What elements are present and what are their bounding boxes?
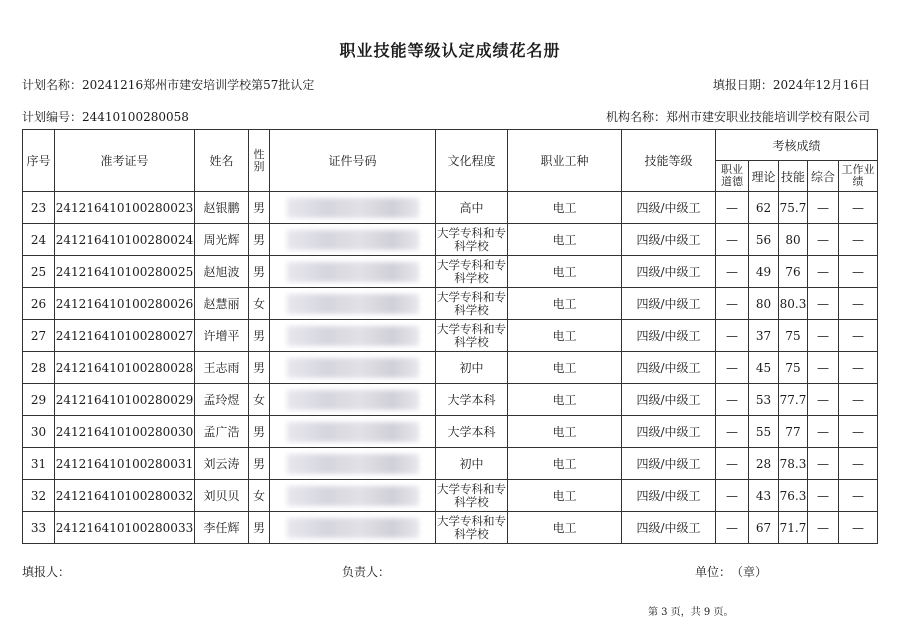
skill-score-cell: 71.7 xyxy=(779,512,808,544)
seq-cell: 23 xyxy=(23,192,55,224)
theory-score-cell: 43 xyxy=(749,480,779,512)
ethics-score-cell: — xyxy=(716,448,749,480)
ticket-number-cell: 241216410100280023 xyxy=(55,192,195,224)
occupation-cell: 电工 xyxy=(508,416,622,448)
name-cell: 王志雨 xyxy=(195,352,249,384)
gender-cell: 女 xyxy=(249,384,270,416)
performance-score-cell: — xyxy=(839,352,878,384)
skill-score-cell: 77 xyxy=(779,416,808,448)
page-number: 第 3 页，共 9 页。 xyxy=(648,607,734,618)
theory-score-cell: 45 xyxy=(749,352,779,384)
redacted-id-blur xyxy=(287,454,419,474)
header-performance: 工作业绩 xyxy=(839,161,878,192)
skill-score-cell: 75 xyxy=(779,320,808,352)
overall-score-cell: — xyxy=(808,416,839,448)
gender-cell: 男 xyxy=(249,448,270,480)
skill-level-cell: 四级/中级工 xyxy=(622,512,716,544)
header-scores: 考核成绩 xyxy=(716,130,878,161)
ticket-number-cell: 241216410100280030 xyxy=(55,416,195,448)
overall-score-cell: — xyxy=(808,384,839,416)
gender-cell: 男 xyxy=(249,416,270,448)
skill-level-cell: 四级/中级工 xyxy=(622,224,716,256)
skill-score-cell: 75.7 xyxy=(779,192,808,224)
id-number-cell xyxy=(270,352,436,384)
id-number-cell xyxy=(270,320,436,352)
gender-cell: 男 xyxy=(249,224,270,256)
plan-name: 计划名称：20241216郑州市建安培训学校第57批认定 xyxy=(22,78,315,92)
skill-level-cell: 四级/中级工 xyxy=(622,352,716,384)
table-row xyxy=(23,320,878,352)
education-cell: 高中 xyxy=(436,192,508,224)
ethics-score-cell: — xyxy=(716,416,749,448)
table-row xyxy=(23,256,878,288)
ticket-number-cell: 241216410100280028 xyxy=(55,352,195,384)
header-row xyxy=(23,130,878,161)
theory-score-cell: 37 xyxy=(749,320,779,352)
table-row xyxy=(23,352,878,384)
seq-cell: 33 xyxy=(23,512,55,544)
ethics-score-cell: — xyxy=(716,320,749,352)
fill-date: 填报日期：2024年12月16日 xyxy=(712,78,870,92)
performance-score-cell: — xyxy=(839,384,878,416)
table-row xyxy=(23,384,878,416)
skill-level-cell: 四级/中级工 xyxy=(622,192,716,224)
education-cell: 大学专科和专科学校 xyxy=(436,256,508,288)
ticket-number-cell: 241216410100280029 xyxy=(55,384,195,416)
id-number-cell xyxy=(270,224,436,256)
skill-score-cell: 80 xyxy=(779,224,808,256)
name-cell: 李任辉 xyxy=(195,512,249,544)
responsible-label: 负责人： xyxy=(342,565,391,579)
header-ethics: 职业道德 xyxy=(716,161,749,192)
seq-cell: 31 xyxy=(23,448,55,480)
name-cell: 刘云涛 xyxy=(195,448,249,480)
redacted-id-blur xyxy=(287,358,419,378)
performance-score-cell: — xyxy=(839,256,878,288)
header-skill: 技能 xyxy=(779,161,808,192)
name-cell: 孟玲煜 xyxy=(195,384,249,416)
name-cell: 周光辉 xyxy=(195,224,249,256)
name-cell: 许增平 xyxy=(195,320,249,352)
overall-score-cell: — xyxy=(808,512,839,544)
table-row xyxy=(23,448,878,480)
id-number-cell xyxy=(270,480,436,512)
table-row xyxy=(23,480,878,512)
theory-score-cell: 28 xyxy=(749,448,779,480)
overall-score-cell: — xyxy=(808,192,839,224)
redacted-id-blur xyxy=(287,326,419,346)
education-cell: 大学本科 xyxy=(436,384,508,416)
gender-cell: 男 xyxy=(249,352,270,384)
skill-level-cell: 四级/中级工 xyxy=(622,288,716,320)
id-number-cell xyxy=(270,448,436,480)
ethics-score-cell: — xyxy=(716,480,749,512)
header-occupation: 职业工种 xyxy=(508,130,622,192)
skill-level-cell: 四级/中级工 xyxy=(622,384,716,416)
gender-cell: 男 xyxy=(249,256,270,288)
skill-level-cell: 四级/中级工 xyxy=(622,416,716,448)
education-cell: 初中 xyxy=(436,448,508,480)
theory-score-cell: 67 xyxy=(749,512,779,544)
skill-score-cell: 78.3 xyxy=(779,448,808,480)
name-cell: 孟广浩 xyxy=(195,416,249,448)
ticket-number-cell: 241216410100280033 xyxy=(55,512,195,544)
gender-cell: 女 xyxy=(249,288,270,320)
skill-score-cell: 80.3 xyxy=(779,288,808,320)
header-id-number: 证件号码 xyxy=(270,130,436,192)
occupation-cell: 电工 xyxy=(508,256,622,288)
performance-score-cell: — xyxy=(839,416,878,448)
ticket-number-cell: 241216410100280026 xyxy=(55,288,195,320)
theory-score-cell: 49 xyxy=(749,256,779,288)
gender-cell: 男 xyxy=(249,320,270,352)
education-cell: 大学专科和专科学校 xyxy=(436,512,508,544)
name-cell: 赵旭波 xyxy=(195,256,249,288)
table-row xyxy=(23,288,878,320)
ticket-number-cell: 241216410100280024 xyxy=(55,224,195,256)
redacted-id-blur xyxy=(287,518,419,538)
gender-cell: 男 xyxy=(249,192,270,224)
ethics-score-cell: — xyxy=(716,256,749,288)
table-row xyxy=(23,416,878,448)
ethics-score-cell: — xyxy=(716,288,749,320)
theory-score-cell: 55 xyxy=(749,416,779,448)
overall-score-cell: — xyxy=(808,256,839,288)
header-seq: 序号 xyxy=(23,130,55,192)
education-cell: 大学专科和专科学校 xyxy=(436,320,508,352)
ethics-score-cell: — xyxy=(716,352,749,384)
name-cell: 赵银鹏 xyxy=(195,192,249,224)
occupation-cell: 电工 xyxy=(508,448,622,480)
ethics-score-cell: — xyxy=(716,224,749,256)
performance-score-cell: — xyxy=(839,224,878,256)
theory-score-cell: 80 xyxy=(749,288,779,320)
skill-score-cell: 76.3 xyxy=(779,480,808,512)
seq-cell: 30 xyxy=(23,416,55,448)
redacted-id-blur xyxy=(287,230,419,250)
occupation-cell: 电工 xyxy=(508,320,622,352)
education-cell: 大学本科 xyxy=(436,416,508,448)
performance-score-cell: — xyxy=(839,448,878,480)
id-number-cell xyxy=(270,512,436,544)
seq-cell: 32 xyxy=(23,480,55,512)
occupation-cell: 电工 xyxy=(508,192,622,224)
skill-score-cell: 75 xyxy=(779,352,808,384)
occupation-cell: 电工 xyxy=(508,384,622,416)
unit-seal-label: 单位： （章） xyxy=(695,565,768,579)
header-gender: 性别 xyxy=(249,130,270,192)
score-roster-table xyxy=(22,129,878,544)
header-overall: 综合 xyxy=(808,161,839,192)
table-row xyxy=(23,192,878,224)
seq-cell: 29 xyxy=(23,384,55,416)
overall-score-cell: — xyxy=(808,448,839,480)
table-row xyxy=(23,224,878,256)
performance-score-cell: — xyxy=(839,192,878,224)
theory-score-cell: 62 xyxy=(749,192,779,224)
gender-cell: 女 xyxy=(249,480,270,512)
overall-score-cell: — xyxy=(808,480,839,512)
performance-score-cell: — xyxy=(839,480,878,512)
occupation-cell: 电工 xyxy=(508,288,622,320)
theory-score-cell: 56 xyxy=(749,224,779,256)
id-number-cell xyxy=(270,288,436,320)
table-row xyxy=(23,512,878,544)
seq-cell: 24 xyxy=(23,224,55,256)
id-number-cell xyxy=(270,256,436,288)
overall-score-cell: — xyxy=(808,288,839,320)
ticket-number-cell: 241216410100280027 xyxy=(55,320,195,352)
performance-score-cell: — xyxy=(839,288,878,320)
gender-cell: 男 xyxy=(249,512,270,544)
document-title: 职业技能等级认定成绩花名册 xyxy=(339,41,561,60)
roster-body xyxy=(23,192,878,544)
seq-cell: 27 xyxy=(23,320,55,352)
education-cell: 大学专科和专科学校 xyxy=(436,224,508,256)
header-skill-level: 技能等级 xyxy=(622,130,716,192)
ethics-score-cell: — xyxy=(716,192,749,224)
skill-level-cell: 四级/中级工 xyxy=(622,320,716,352)
ticket-number-cell: 241216410100280025 xyxy=(55,256,195,288)
education-cell: 大学专科和专科学校 xyxy=(436,480,508,512)
redacted-id-blur xyxy=(287,262,419,282)
redacted-id-blur xyxy=(287,390,419,410)
ticket-number-cell: 241216410100280032 xyxy=(55,480,195,512)
header-ticket: 准考证号 xyxy=(55,130,195,192)
occupation-cell: 电工 xyxy=(508,480,622,512)
overall-score-cell: — xyxy=(808,224,839,256)
redacted-id-blur xyxy=(287,198,419,218)
ticket-number-cell: 241216410100280031 xyxy=(55,448,195,480)
plan-number: 计划编号：24410100280058 xyxy=(22,110,189,124)
performance-score-cell: — xyxy=(839,320,878,352)
seq-cell: 28 xyxy=(23,352,55,384)
overall-score-cell: — xyxy=(808,320,839,352)
theory-score-cell: 53 xyxy=(749,384,779,416)
overall-score-cell: — xyxy=(808,352,839,384)
name-cell: 刘贝贝 xyxy=(195,480,249,512)
occupation-cell: 电工 xyxy=(508,512,622,544)
organization-name: 机构名称：郑州市建安职业技能培训学校有限公司 xyxy=(605,110,870,124)
redacted-id-blur xyxy=(287,486,419,506)
redacted-id-blur xyxy=(287,422,419,442)
name-cell: 赵慧丽 xyxy=(195,288,249,320)
skill-level-cell: 四级/中级工 xyxy=(622,448,716,480)
skill-score-cell: 76 xyxy=(779,256,808,288)
seq-cell: 26 xyxy=(23,288,55,320)
education-cell: 大学专科和专科学校 xyxy=(436,288,508,320)
filler-label: 填报人： xyxy=(22,565,71,579)
skill-level-cell: 四级/中级工 xyxy=(622,480,716,512)
header-name: 姓名 xyxy=(195,130,249,192)
ethics-score-cell: — xyxy=(716,384,749,416)
occupation-cell: 电工 xyxy=(508,352,622,384)
id-number-cell xyxy=(270,384,436,416)
education-cell: 初中 xyxy=(436,352,508,384)
occupation-cell: 电工 xyxy=(508,224,622,256)
performance-score-cell: — xyxy=(839,512,878,544)
skill-score-cell: 77.7 xyxy=(779,384,808,416)
seq-cell: 25 xyxy=(23,256,55,288)
header-education: 文化程度 xyxy=(436,130,508,192)
ethics-score-cell: — xyxy=(716,512,749,544)
skill-level-cell: 四级/中级工 xyxy=(622,256,716,288)
header-theory: 理论 xyxy=(749,161,779,192)
id-number-cell xyxy=(270,416,436,448)
id-number-cell xyxy=(270,192,436,224)
redacted-id-blur xyxy=(287,294,419,314)
